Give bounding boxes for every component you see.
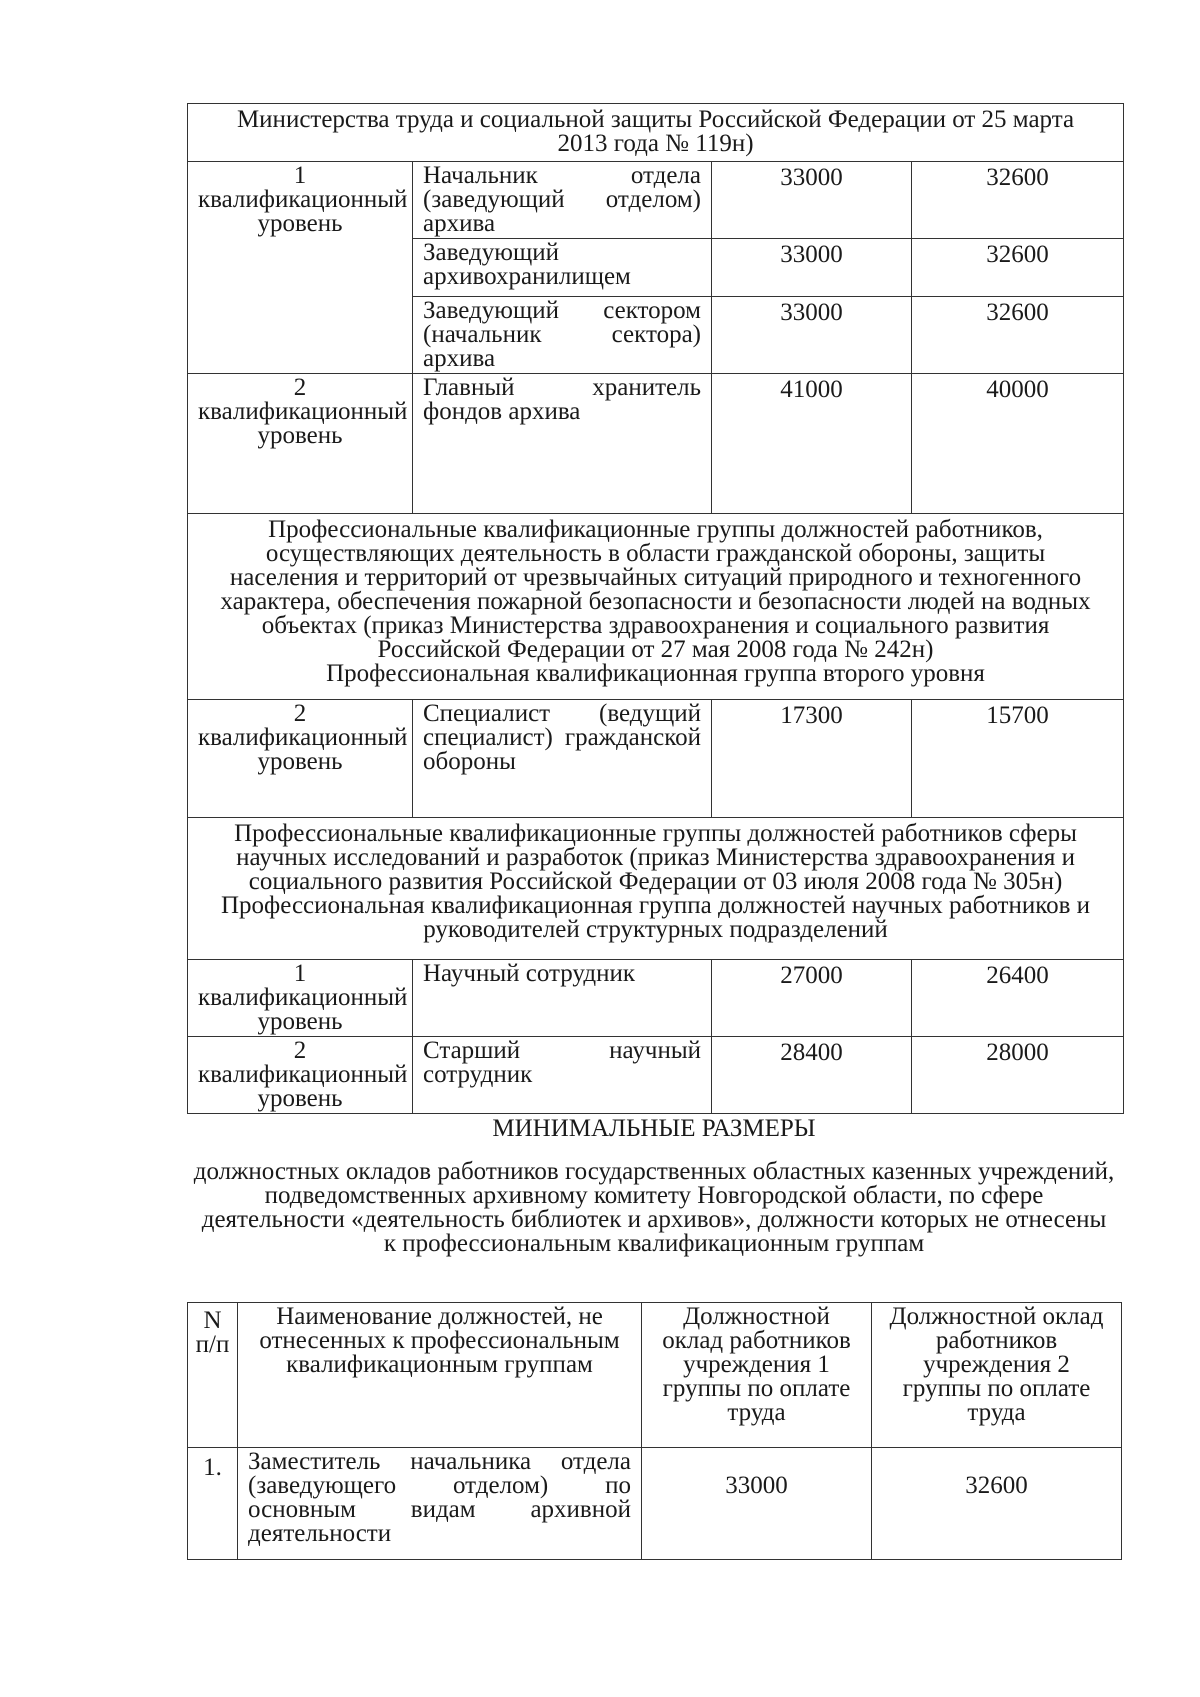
- min-sizes-subtitle: должностных окладов работников государственных областных казенных учреждений, подведомственных архивному комитету Новгородской области, по сфере деятельности «деятельность библиотек и архивов», должности которых не отнесены к профессиональным квалификационным группам: [193, 1158, 1115, 1257]
- level-label: 2 квалификационный уровень: [188, 700, 413, 818]
- salary-group2: 32600: [912, 239, 1124, 297]
- salary-group1: 33000: [712, 297, 912, 374]
- row-number: 1.: [188, 1448, 238, 1560]
- column-header-salary1: Должностной оклад работников учреждения 1 группы по оплате труда: [642, 1303, 872, 1448]
- column-header-salary2: Должностной оклад работников учреждения 2 группы по оплате труда: [872, 1303, 1122, 1448]
- level-label: 1 квалификационный уровень: [188, 960, 413, 1037]
- salary-group1: 33000: [712, 162, 912, 239]
- position-name: Старший научный сотрудник: [413, 1037, 712, 1114]
- section-subheading-text: Профессиональная квалификационная группа должностей научных работников и руководителей структурных подразделений: [220, 892, 1091, 943]
- level-label: 2 квалификационный уровень: [188, 1037, 413, 1114]
- salary-group1: 33000: [642, 1448, 872, 1560]
- salary-group2: 32600: [912, 162, 1124, 239]
- salary-group1: 17300: [712, 700, 912, 818]
- column-header-name: Наименование должностей, не отнесенных к профессиональным квалификационным группам: [238, 1303, 642, 1448]
- column-header-num: N п/п: [188, 1303, 238, 1448]
- min-sizes-title: МИНИМАЛЬНЫЕ РАЗМЕРЫ: [492, 1115, 816, 1142]
- section-heading-research: [188, 818, 1124, 960]
- salary-group2: 32600: [912, 297, 1124, 374]
- table-header-order-ref: Министерства труда и социальной защиты Российской Федерации от 25 марта 2013 года № 119н): [188, 104, 1124, 162]
- position-name: Заведующий архивохранилищем: [413, 239, 712, 297]
- level-label: 2 квалификационный уровень: [188, 374, 413, 514]
- position-name: Начальник отдела (заведующий отделом) архива: [413, 162, 712, 239]
- salary-group1: 27000: [712, 960, 912, 1037]
- position-name: Заместитель начальника отдела (заведующего отделом) по основным видам архивной деятельности: [238, 1448, 642, 1560]
- salary-group1: 33000: [712, 239, 912, 297]
- salary-group1: 41000: [712, 374, 912, 514]
- salary-group2: 32600: [872, 1448, 1122, 1560]
- salary-table-pkg: [187, 103, 1124, 1114]
- non-pkg-salary-table: [187, 1302, 1122, 1560]
- section-heading-text: Профессиональные квалификационные группы должностей работников сферы научных исследований и разработок (приказ Министерства здравоохранения и социального развития Российской Федерации от 03 июля 2008 года № 305н): [234, 820, 1077, 895]
- salary-group1: 28400: [712, 1037, 912, 1114]
- position-name: Главный хранитель фондов архива: [413, 374, 712, 514]
- salary-group2: 15700: [912, 700, 1124, 818]
- section-heading-civil-defense: [188, 514, 1124, 700]
- position-name: Научный сотрудник: [413, 960, 712, 1037]
- salary-group2: 28000: [912, 1037, 1124, 1114]
- salary-group2: 26400: [912, 960, 1124, 1037]
- position-name: Специалист (ведущий специалист) гражданской обороны: [413, 700, 712, 818]
- salary-group2: 40000: [912, 374, 1124, 514]
- level-label: 1 квалификационный уровень: [188, 162, 413, 374]
- section-heading-text: Профессиональные квалификационные группы должностей работников, осуществляющих деятельность в области гражданской обороны, защиты населения и территорий от чрезвычайных ситуаций природного и техногенного характера, обеспечения пожарной безопасности и безопасности людей на водных объектах (приказ Министерства здравоохранения и социального развития Российской Федерации от 27 мая 2008 года № 242н): [220, 516, 1091, 663]
- position-name: Заведующий сектором (начальник сектора) архива: [413, 297, 712, 374]
- section-subheading-text: Профессиональная квалификационная группа второго уровня: [326, 660, 985, 687]
